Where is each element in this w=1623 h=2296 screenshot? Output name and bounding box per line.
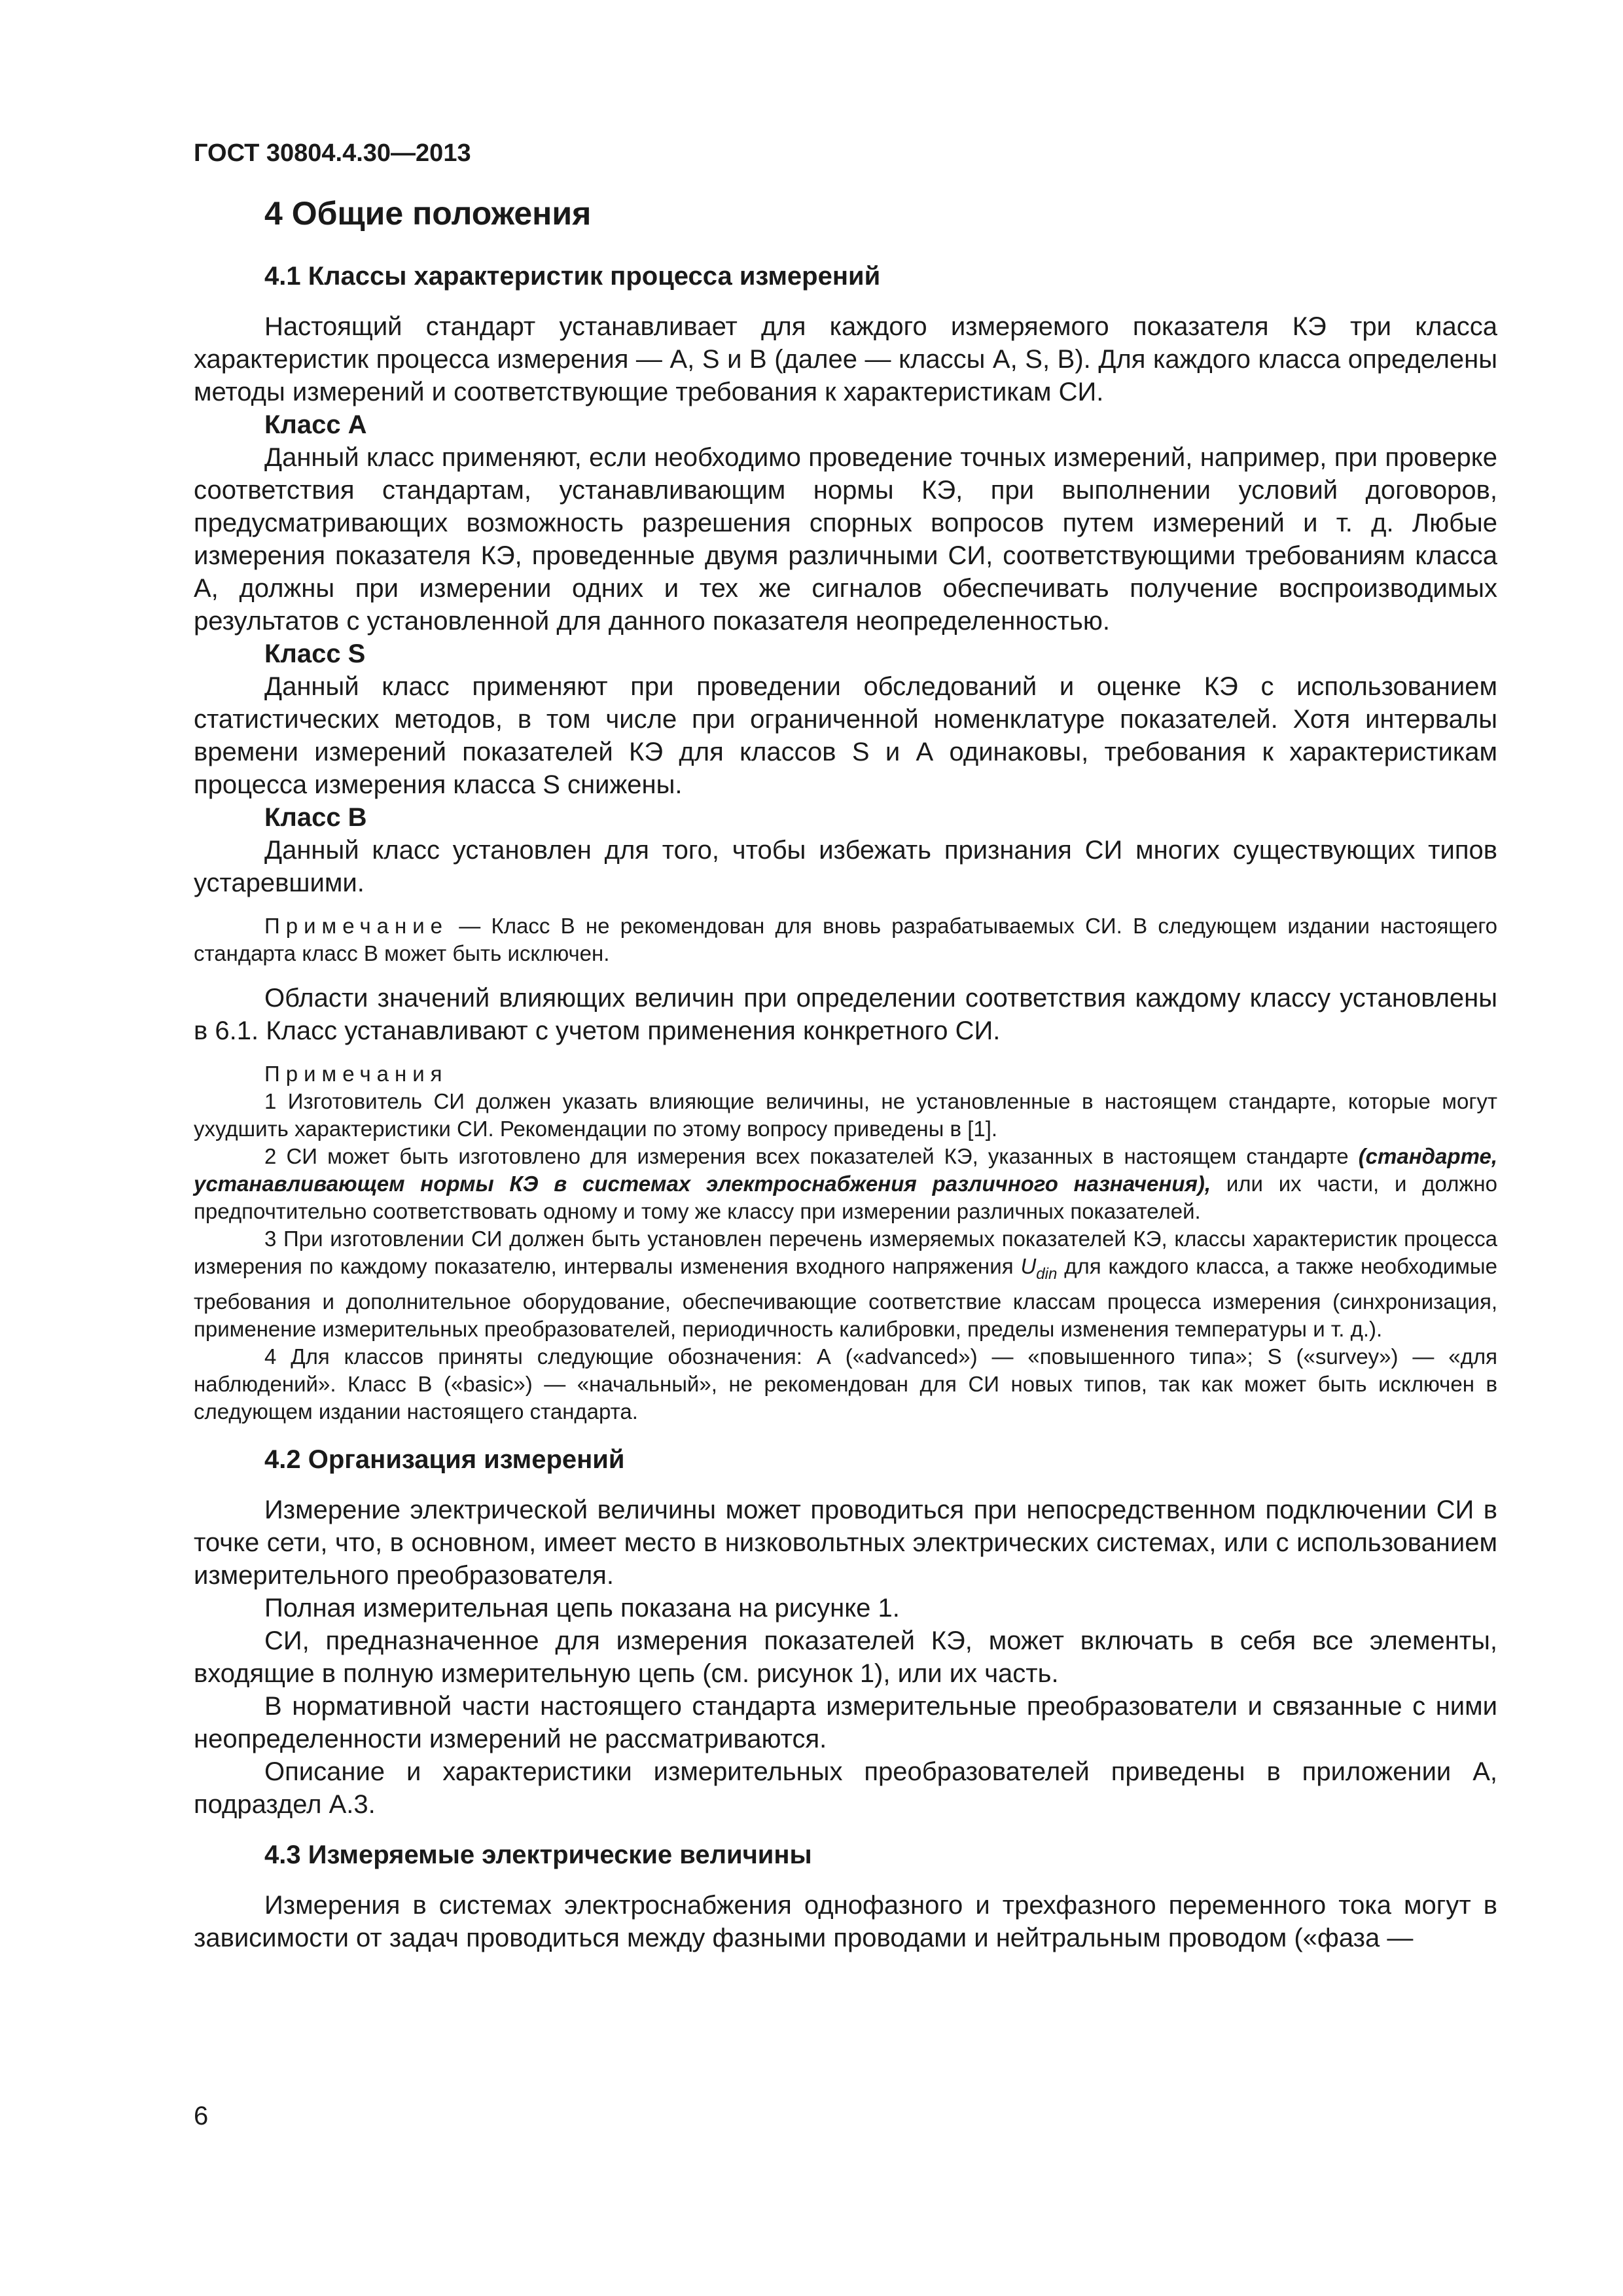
- note-1: 1 Изготовитель СИ должен указать влияющие величины, не установленные в настоящем стандарте, которые могут ухудшить характеристики СИ. Рекомендации по этому вопросу приведены в [1].: [194, 1089, 1497, 1141]
- note-4: 4 Для классов приняты следующие обозначения: А («advanced») — «повышенного типа»; S («survey») — «для наблюдений». Класс В («basic») — «начальный», не рекомендован для СИ новых типов, так как может быть исключен в следующем издании настоящего стандарта.: [194, 1344, 1497, 1424]
- note-paragraph: [194, 912, 1497, 967]
- class-s-text: Данный класс применяют при проведении обследований и оценке КЭ с использованием статистических методов, в том числе при ограниченной номенклатуре показателей. Хотя интервалы времени измерений показателей КЭ для классов S и А одинаковы, требования к характеристикам процесса измерения класса S снижены.: [194, 672, 1497, 799]
- class-a-title: Класс А: [264, 410, 367, 439]
- notes-list: [194, 1060, 1497, 1426]
- subsection-4-1-title: 4.1 Классы характеристик процесса измерений: [264, 262, 881, 291]
- class-a-text: Данный класс применяют, если необходимо проведение точных измерений, например, при проверке соответствия стандартам, устанавливающим нормы КЭ, при выполнении условий договоров, предусматривающих возможность разрешения спорных вопросов путем измерений и т. д. Любые измерения показателя КЭ, проведенные двумя различными СИ, соответствующими требованиям класса А, должны при измерении одних и тех же сигналов обеспечивать получение воспроизводимых результатов с установленной для данного показателя неопределенностью.: [194, 443, 1497, 636]
- voltage-subscript: din: [1036, 1265, 1058, 1283]
- s42-p1: Измерение электрической величины может проводиться при непосредственном подключении СИ в точке сети, что, в основном, имеет место в низковольтных электрических системах, или с использованием измерительного преобразователя.: [194, 1496, 1497, 1590]
- ranges-text: Области значений влияющих величин при определении соответствия каждому классу установлены в 6.1. Класс устанавливают с учетом применения конкретного СИ.: [194, 984, 1497, 1045]
- standard-code: ГОСТ 30804.4.30—2013: [194, 139, 471, 167]
- s42-p3: СИ, предназначенное для измерения показателей КЭ, может включать в себя все элементы, входящие в полную измерительную цепь (см. рисунок 1), или их часть.: [194, 1626, 1497, 1688]
- page-number: 6: [194, 2102, 209, 2130]
- note-2-emphasis: (стандарте, устанавливающем нормы КЭ в системах электроснабжения различного назначения),: [194, 1144, 1497, 1196]
- notes-label: Примечания: [264, 1062, 448, 1086]
- s42-p4: В нормативной части настоящего стандарта измерительные преобразователи и связанные с ними неопределенности измерений не рассматриваются.: [194, 1692, 1497, 1753]
- note-text: — Класс В не рекомендован для вновь разрабатываемых СИ. В следующем издании настоящего стандарта класс В может быть исключен.: [194, 914, 1497, 965]
- note-3: 3 При изготовлении СИ должен быть установлен перечень измеряемых показателей КЭ, классы характеристик процесса измерения по каждому показателю, интервалы изменения входного напряжения $U_{din}$ для каждого класса, а также необходимые требования и дополнительное оборудование, обеспечивающие соответствие классам процесса измерения (синхронизация, применение измерительных преобразователей, периодичность калибровки, пределы изменения температуры и т. д.).: [194, 1227, 1498, 1341]
- s42-p2: Полная измерительная цепь показана на рисунке 1.: [264, 1594, 900, 1623]
- s42-p5: Описание и характеристики измерительных преобразователей приведены в приложении А, подраздел А.3.: [194, 1757, 1497, 1819]
- class-s-title: Класс S: [264, 639, 366, 668]
- s41-intro: Настоящий стандарт устанавливает для каждого измеряемого показателя КЭ три класса характеристик процесса измерения — А, S и В (далее — классы А, S, В). Для каждого класса определены методы измерений и соответствующие требования к характеристикам СИ.: [194, 312, 1497, 406]
- document-page: [194, 137, 1497, 1954]
- voltage-symbol: U: [1020, 1254, 1037, 1278]
- section-title: 4 Общие положения: [264, 195, 592, 232]
- note-class-b: [194, 912, 1497, 967]
- subsection-4-3-title: 4.3 Измеряемые электрические величины: [264, 1840, 812, 1869]
- note-label: Примечание: [264, 914, 449, 938]
- class-b-title: Класс В: [264, 803, 367, 832]
- subsection-4-2-title: 4.2 Организация измерений: [264, 1445, 625, 1474]
- class-b-text: Данный класс установлен для того, чтобы избежать признания СИ многих существующих типов устаревшими.: [194, 836, 1497, 897]
- s43-p1: Измерения в системах электроснабжения однофазного и трехфазного переменного тока могут в зависимости от задач проводиться между фазными проводами и нейтральным проводом («фаза —: [194, 1891, 1497, 1952]
- note-2: 2 СИ может быть изготовлено для измерения всех показателей КЭ, указанных в настоящем стандарте (стандарте, устанавливающем нормы КЭ в системах электроснабжения различного назначения), или их части, и должно предпочтительно соответствовать одному и тому же классу при измерении различных показателей.: [194, 1144, 1497, 1223]
